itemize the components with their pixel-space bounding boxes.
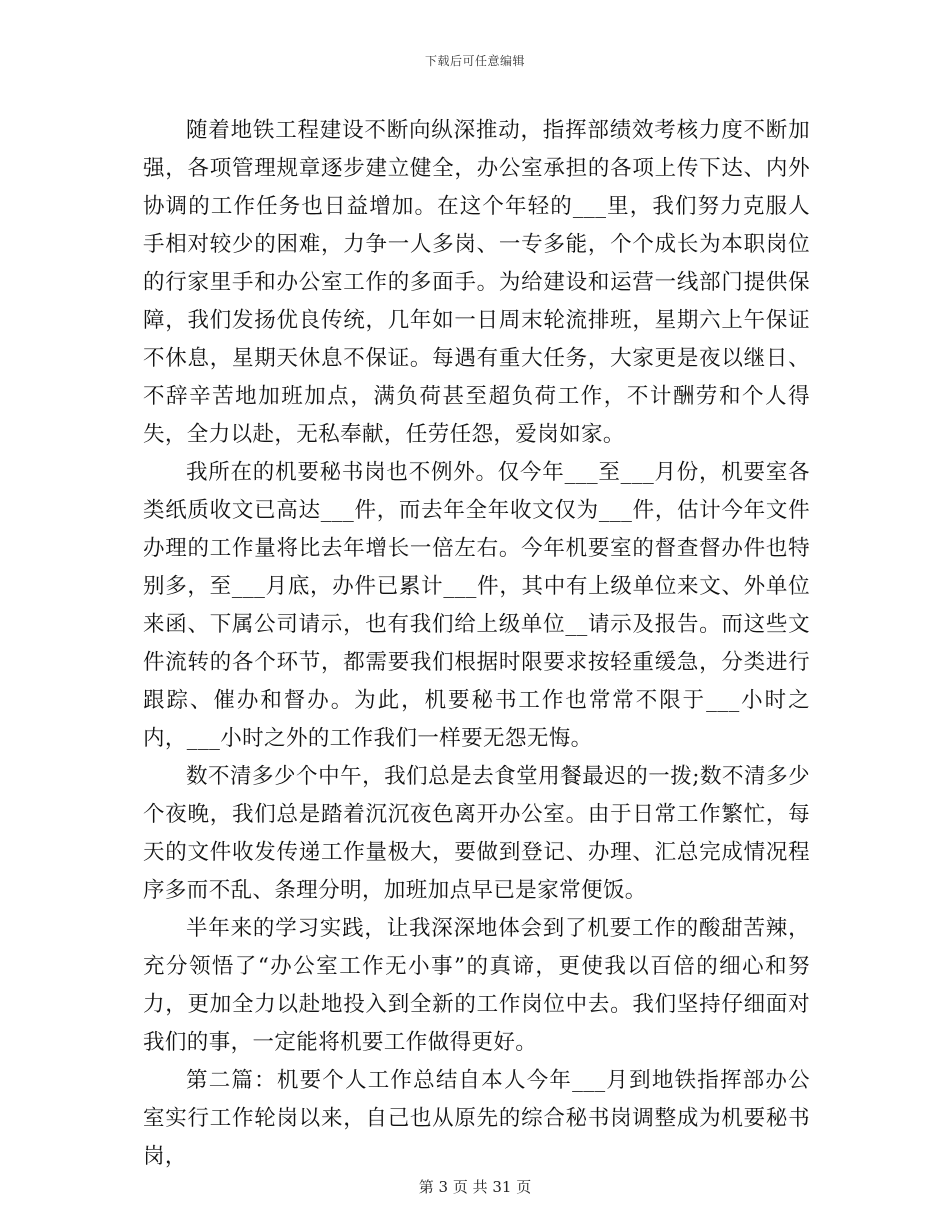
paragraph-1: 随着地铁工程建设不断向纵深推动，指挥部绩效考核力度不断加强，各项管理规章逐步建立健全，办公室承担的各项上传下达、内外协调的工作任务也日益增加。在这个年轻的___里，我们努力克服人手相对较少的困难，力争一人多岗、一专多能，个个成长为本职岗位的行家里手和办公室工作的多面手。为给建设和运营一线部门提供保障，我们发扬优良传统，几年如一日周末轮流排班，星期六上午保证不休息，星期天休息不保证。每遇有重大任务，大家更是夜以继日、不辞辛苦地加班加点，满负荷甚至超负荷工作，不计酬劳和个人得失，全力以赴，无私奉献，任劳任怨，爱岗如家。 [143, 118, 810, 447]
page-number-footer: 第 3 页 共 31 页 [418, 1178, 532, 1196]
paragraph-2: 我所在的机要秘书岗也不例外。仅今年___至___月份，机要室各类纸质收文已高达___件，而去年全年收文仅为___件，估计今年文件办理的工作量将比去年增长一倍左右。今年机要室的督查督办件也特别多，至___月底，办件已累计___件，其中有上级单位来文、外单位来函、下属公司请示，也有我们给上级单位__请示及报告。而这些文件流转的各个环节，都需要我们根据时限要求按轻重缓急，分类进行跟踪、催办和督办。为此，机要秘书工作也常常不限于___小时之内，___小时之外的工作我们一样要无怨无悔。 [143, 460, 810, 751]
document-body [143, 112, 810, 1176]
paragraph-3: 数不清多少个中午，我们总是去食堂用餐最迟的一拨;数不清多少个夜晚，我们总是踏着沉沉夜色离开办公室。由于日常工作繁忙，每天的文件收发传递工作量极大，要做到登记、办理、汇总完成情况程序多而不乱、条理分明，加班加点早已是家常便饭。 [143, 764, 810, 903]
paragraph-4: 半年来的学习实践，让我深深地体会到了机要工作的酸甜苦辣，充分领悟了“办公室工作无小事”的真谛，更使我以百倍的细心和努力，更加全力以赴地投入到全新的工作岗位中去。我们坚持仔细面对我们的事，一定能将机要工作做得更好。 [143, 916, 810, 1055]
page-header-note: 下载后可任意编辑 [424, 54, 525, 68]
paragraph-5: 第二篇：机要个人工作总结自本人今年___月到地铁指挥部办公室实行工作轮岗以来，自己也从原先的综合秘书岗调整成为机要秘书岗， [143, 1068, 810, 1169]
